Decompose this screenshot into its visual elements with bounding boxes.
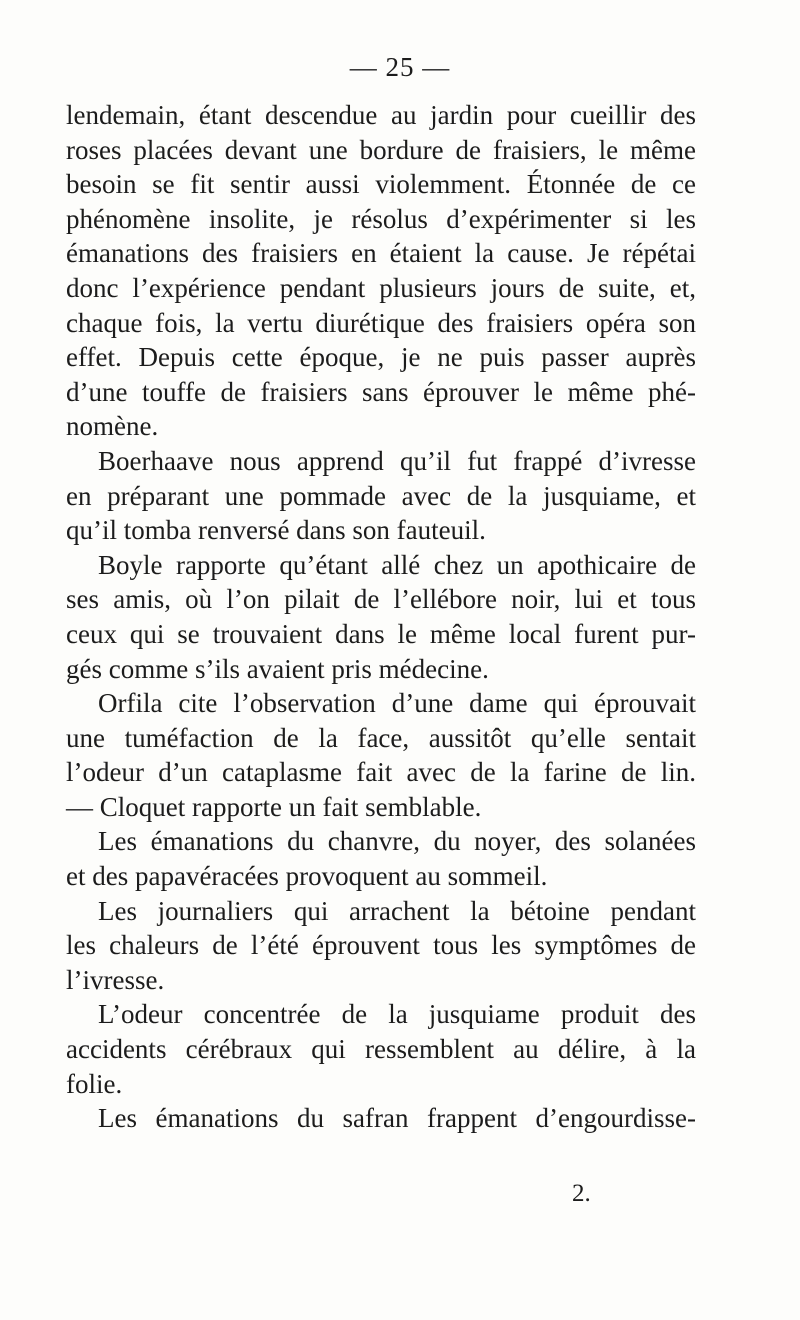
- text-line: besoin se fit sentir aussi violemment. Étonnée de ce: [66, 169, 696, 200]
- text-line: d’une touffe de fraisiers sans éprouver le même phé-: [66, 376, 696, 407]
- text-line: une tuméfaction de la face, aussitôt qu’elle sentait: [66, 722, 696, 753]
- text-line: — Cloquet rapporte un fait semblable.: [66, 791, 482, 822]
- text-line: chaque fois, la vertu diurétique des fraisiers opéra son: [66, 307, 696, 338]
- text-line: nomène.: [66, 411, 159, 442]
- text-line: lendemain, étant descendue au jardin pour cueillir des: [66, 100, 696, 130]
- text-line: ses amis, où l’on pilait de l’ellébore noir, lui et tous: [66, 584, 696, 615]
- text-line: Boyle rapporte qu’étant allé chez un apothicaire de: [98, 549, 696, 580]
- text-line: Les émanations du chanvre, du noyer, des solanées: [98, 826, 696, 857]
- text-line: gés comme s’ils avaient pris médecine.: [66, 653, 489, 684]
- text-line: et des papavéracées provoquent au sommeil.: [66, 861, 548, 892]
- text-line: ceux qui se trouvaient dans le même local furent pur-: [66, 618, 696, 649]
- text-line: qu’il tomba renversé dans son fauteuil.: [66, 515, 486, 546]
- text-line: effet. Depuis cette époque, je ne puis passer auprès: [66, 342, 696, 373]
- text-line: phénomène insolite, je résolus d’expérimenter si les: [66, 203, 696, 234]
- text-line: les chaleurs de l’été éprouvent tous les symptômes de: [66, 930, 696, 961]
- text-line: Les émanations du safran frappent d’engourdisse-: [98, 1103, 696, 1134]
- signature-mark: 2.: [572, 1180, 591, 1207]
- body-text: [66, 98, 696, 1136]
- text-line: l’ivresse.: [66, 964, 165, 995]
- text-line: donc l’expérience pendant plusieurs jours de suite, et,: [66, 272, 696, 303]
- text-line: accidents cérébraux qui ressemblent au délire, à la: [66, 1034, 696, 1065]
- text-line: émanations des fraisiers en étaient la cause. Je répétai: [66, 238, 696, 269]
- page-number: — 25 —: [349, 52, 451, 82]
- text-line: l’odeur d’un cataplasme fait avec de la farine de lin.: [66, 757, 696, 788]
- text-line: Boerhaave nous apprend qu’il fut frappé d’ivresse: [98, 445, 696, 476]
- text-line: L’odeur concentrée de la jusquiame produit des: [98, 999, 696, 1030]
- text-line: Les journaliers qui arrachent la bétoine pendant: [98, 895, 696, 926]
- text-line: folie.: [66, 1068, 123, 1099]
- text-line: roses placées devant une bordure de fraisiers, le même: [66, 134, 696, 165]
- text-line: Orfila cite l’observation d’une dame qui éprouvait: [98, 688, 696, 719]
- text-line: en préparant une pommade avec de la jusquiame, et: [66, 480, 696, 511]
